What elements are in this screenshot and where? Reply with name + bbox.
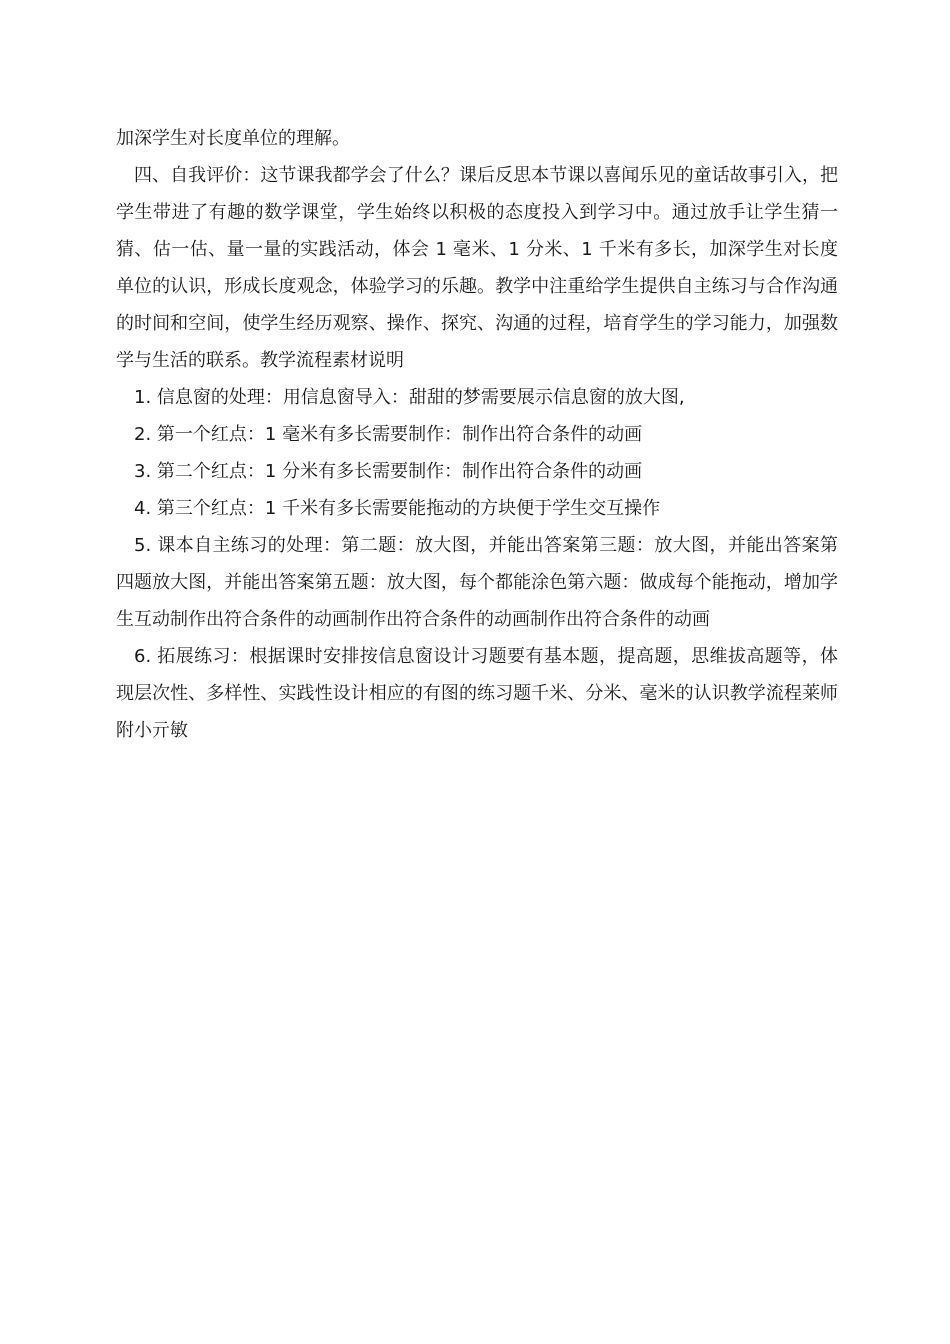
list-item-extension-practice: 6. 拓展练习：根据课时安排按信息窗设计习题要有基本题，提高题，思维拔高题等，体现层次性、多样性、实践性设计相应的有图的练习题千米、分米、毫米的认识教学流程莱师附小亓敏 bbox=[116, 646, 838, 741]
paragraph-continuation: 加深学生对长度单位的理解。 bbox=[116, 128, 350, 149]
list-item-second-red-dot: 3. 第二个红点：1 分米有多长需要制作：制作出符合条件的动画 bbox=[134, 461, 643, 482]
list-item-textbook-practice: 5. 课本自主练习的处理：第二题：放大图，并能出答案第三题：放大图，并能出答案第四题放大图，并能出答案第五题：放大图，每个都能涂色第六题：做成每个能拖动，增加学生互动制作出符合条件的动画制作出符合条件的动画制作出符合条件的动画 bbox=[116, 535, 838, 630]
list-item-third-red-dot: 4. 第三个红点：1 千米有多长需要能拖动的方块便于学生交互操作 bbox=[134, 498, 661, 519]
document-body bbox=[116, 120, 838, 749]
list-item-info-window: 1. 信息窗的处理：用信息窗导入：甜甜的梦需要展示信息窗的放大图, bbox=[134, 387, 685, 408]
paragraph-self-evaluation: 四、自我评价：这节课我都学会了什么？课后反思本节课以喜闻乐见的童话故事引入，把学生带进了有趣的数学课堂，学生始终以积极的态度投入到学习中。通过放手让学生猜一猜、估一估、量一量的实践活动，体会 1 毫米、1 分米、1 千米有多长，加深学生对长度单位的认识，形成长度观念，体验学习的乐趣。教学中注重给学生提供自主练习与合作沟通的时间和空间，使学生经历观察、操作、探究、沟通的过程，培育学生的学习能力，加强数学与生活的联系。教学流程素材说明 bbox=[116, 165, 838, 371]
list-item-first-red-dot: 2. 第一个红点：1 毫米有多长需要制作：制作出符合条件的动画 bbox=[134, 424, 643, 445]
